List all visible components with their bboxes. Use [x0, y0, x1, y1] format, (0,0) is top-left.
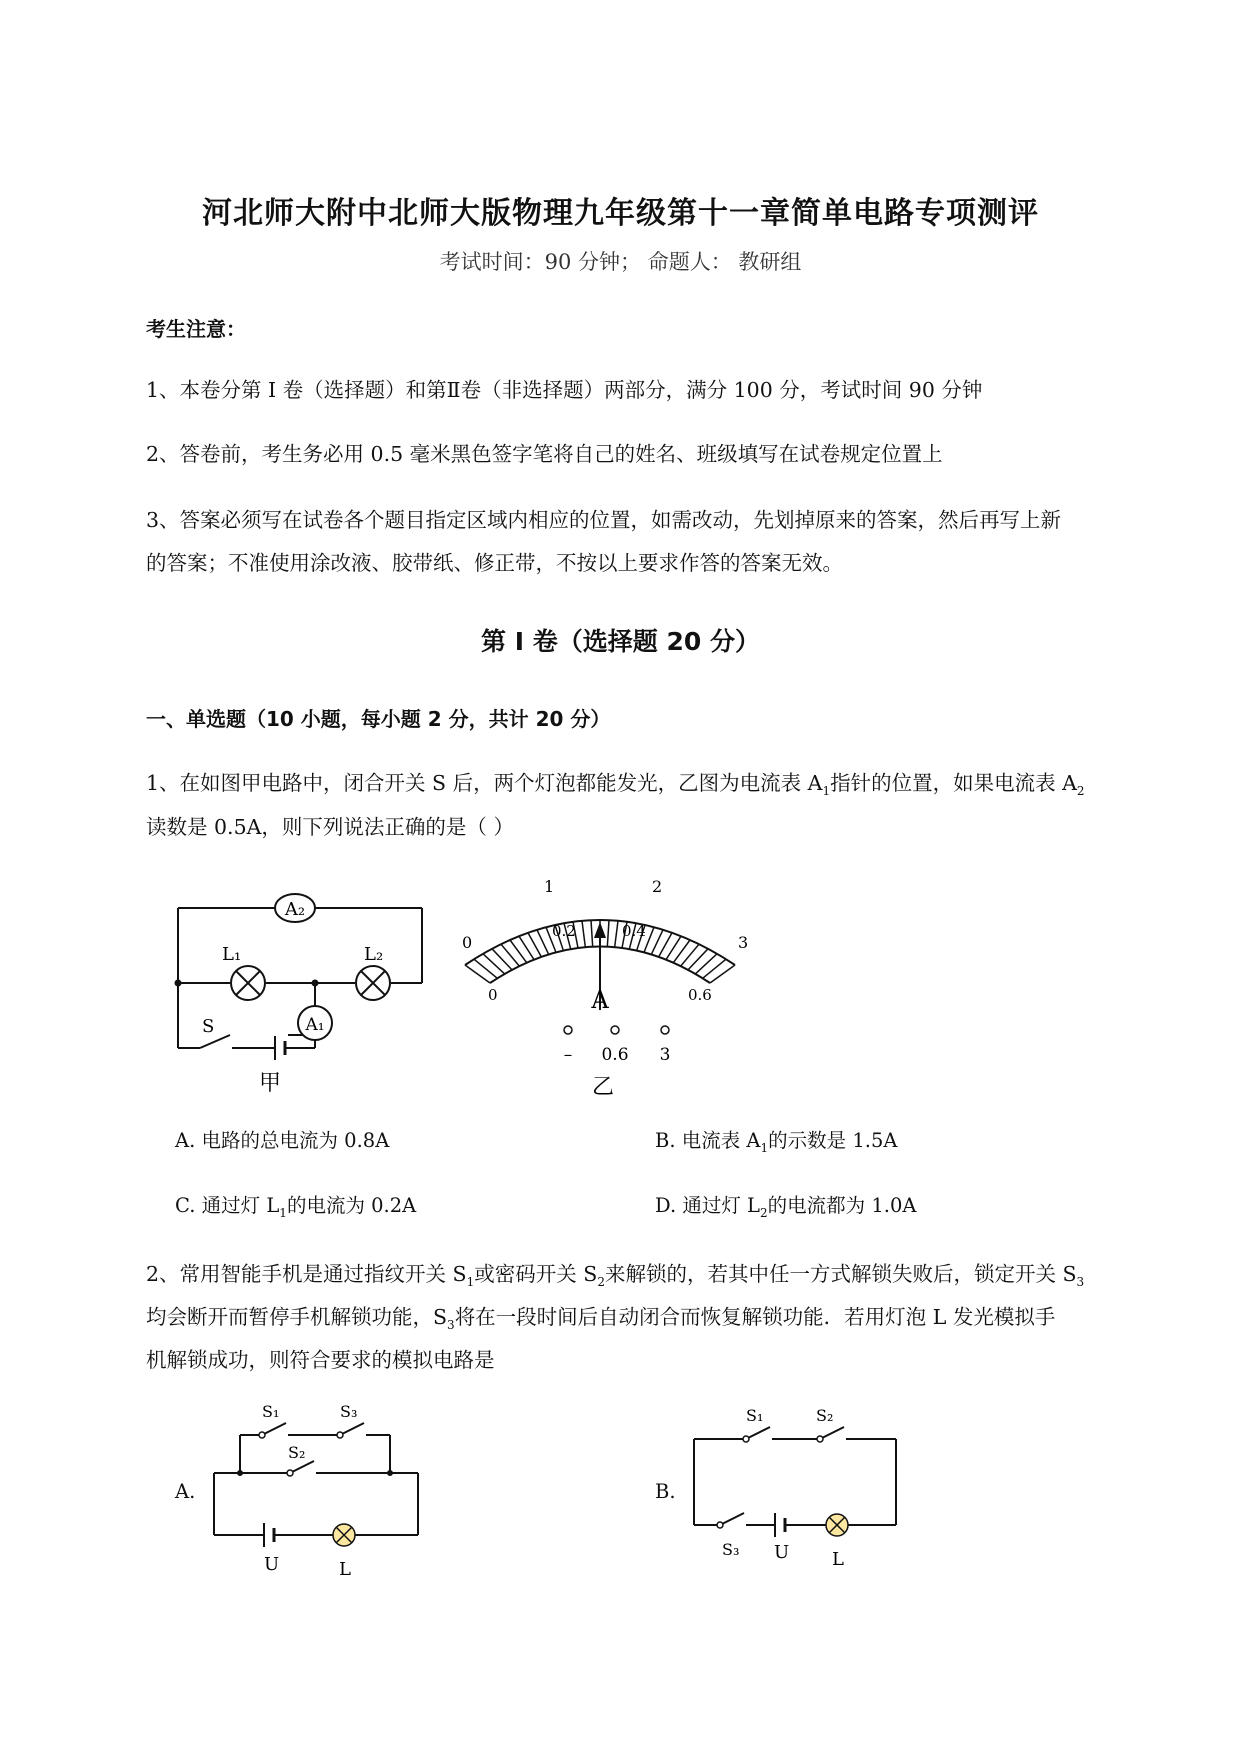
notice-item-1: 1、本卷分第 I 卷（选择题）和第Ⅱ卷（非选择题）两部分，满分 100 分，考试时间 90 分钟	[146, 378, 983, 402]
lamp-l2-label: L₂	[364, 944, 384, 965]
exam-info: 考试时间：90 分钟； 命题人： 教研组	[439, 250, 802, 274]
figure-jia-caption: 甲	[258, 1071, 282, 1095]
dial-tick	[474, 959, 497, 978]
switch-s1-label: S₁	[262, 1402, 280, 1421]
part-heading: 一、单选题（10 小题，每小题 2 分，共计 20 分）	[146, 707, 611, 731]
lamp-l2	[356, 966, 390, 1000]
q2-circuit-a	[200, 1395, 440, 1585]
dial-tick	[483, 954, 505, 974]
dial-tick	[688, 949, 708, 970]
terminal-3: 3	[659, 1045, 671, 1065]
q1-option-a[interactable]: A. 电路的总电流为 0.8A	[175, 1129, 390, 1152]
battery-symbol	[275, 1036, 285, 1060]
q2-option-a[interactable]: A.	[175, 1480, 196, 1503]
page-title: 河北师大附中北师大版物理九年级第十一章简单电路专项测评	[202, 196, 1039, 231]
circuit-diagram-jia	[170, 880, 440, 1095]
q2-option-b[interactable]: B.	[655, 1480, 676, 1503]
dial-tick	[681, 944, 699, 966]
q2-circuit-b	[680, 1395, 920, 1585]
notice-item-3-cont: 的答案；不准使用涂改液、胶带纸、修正带，不按以上要求作答的答案无效。	[146, 551, 843, 575]
switch-s2-label: S₂	[288, 1443, 306, 1462]
dial-big-tick-0: 0	[462, 933, 473, 952]
q2-line-3: 机解锁成功，则符合要求的模拟电路是	[146, 1348, 495, 1372]
notice-item-2: 2、答卷前，考生务必用 0.5 毫米黑色签字笔将自己的姓名、班级填写在试卷规定位置上	[146, 442, 943, 466]
dial-small-tick-3: 0.6	[688, 986, 712, 1004]
dial-big-tick-3: 3	[738, 933, 749, 952]
lamp-l-a	[333, 1524, 355, 1546]
source-u-label: U	[264, 1554, 280, 1575]
dial-tick	[492, 949, 512, 970]
q1-line-2: 读数是 0.5A，则下列说法正确的是（ ）	[146, 815, 514, 839]
dial-tick	[582, 921, 585, 947]
q1-option-b[interactable]: B. 电流表 $A_1$的示数是 1.5A	[655, 1129, 898, 1155]
dial-small-tick-1: 0.2	[552, 922, 576, 940]
lamp-l-b	[826, 1514, 848, 1536]
q2-line-2: 均会断开而暂停手机解锁功能，$S_3$将在一段时间后自动闭合而恢复解锁功能．若用灯泡 L 发光模拟手	[146, 1305, 1056, 1333]
source-u-label: U	[774, 1542, 790, 1563]
lamp-l-label: L	[832, 1549, 844, 1570]
dial-tick	[703, 959, 726, 978]
terminal-0-6: 0.6	[601, 1045, 629, 1065]
dial-big-tick-1: 1	[544, 877, 555, 896]
lamp-l1	[231, 966, 265, 1000]
switch-s3-label: S₃	[340, 1402, 358, 1421]
dial-unit: A	[591, 986, 609, 1014]
dial-big-tick-2: 2	[652, 877, 663, 896]
ammeter-a2-label: A₂	[284, 899, 306, 920]
switch-s2-label: S₂	[816, 1406, 834, 1425]
switch-s-label: S	[202, 1016, 215, 1037]
ammeter-dial-yi	[440, 860, 760, 1100]
lamp-l-label: L	[339, 1559, 351, 1580]
dial-tick	[710, 965, 735, 983]
dial-tick	[591, 920, 593, 946]
q1-option-c[interactable]: C. 通过灯 $L_1$的电流为 0.2A	[175, 1194, 417, 1220]
dial-tick	[501, 944, 519, 966]
q2-line-1: 2、常用智能手机是通过指纹开关 $S_1$或密码开关 $S_2$来解锁的，若其中任一方式解锁失败后，锁定开关 $S_3$	[146, 1262, 1085, 1290]
dial-small-tick-0: 0	[488, 986, 498, 1004]
notice-heading: 考生注意：	[146, 317, 246, 341]
dial-small-tick-2: 0.4	[622, 922, 646, 940]
terminal-neg: –	[563, 1045, 573, 1065]
lamp-l1-label: L₁	[222, 944, 242, 965]
switch-s1-label: S₁	[746, 1406, 764, 1425]
q1-line-1: 1、在如图甲电路中，闭合开关 S 后，两个灯泡都能发光，乙图为电流表 $A_1$指针的位置，如果电流表 $A_2$	[146, 771, 1085, 799]
notice-item-3: 3、答案必须写在试卷各个题目指定区域内相应的位置，如需改动，先划掉原来的答案，然后再写上新	[146, 508, 1062, 532]
q1-option-d[interactable]: D. 通过灯 $L_2$的电流都为 1.0A	[655, 1194, 917, 1220]
dial-tick	[465, 965, 490, 983]
dial-tick	[607, 920, 609, 946]
section-title: 第 I 卷（选择题 20 分）	[481, 627, 760, 656]
ammeter-a1-label: A₁	[305, 1015, 325, 1035]
figure-yi-caption: 乙	[591, 1075, 615, 1100]
dial-tick	[615, 921, 618, 947]
switch-s3-label: S₃	[722, 1540, 740, 1559]
dial-tick	[695, 954, 717, 974]
